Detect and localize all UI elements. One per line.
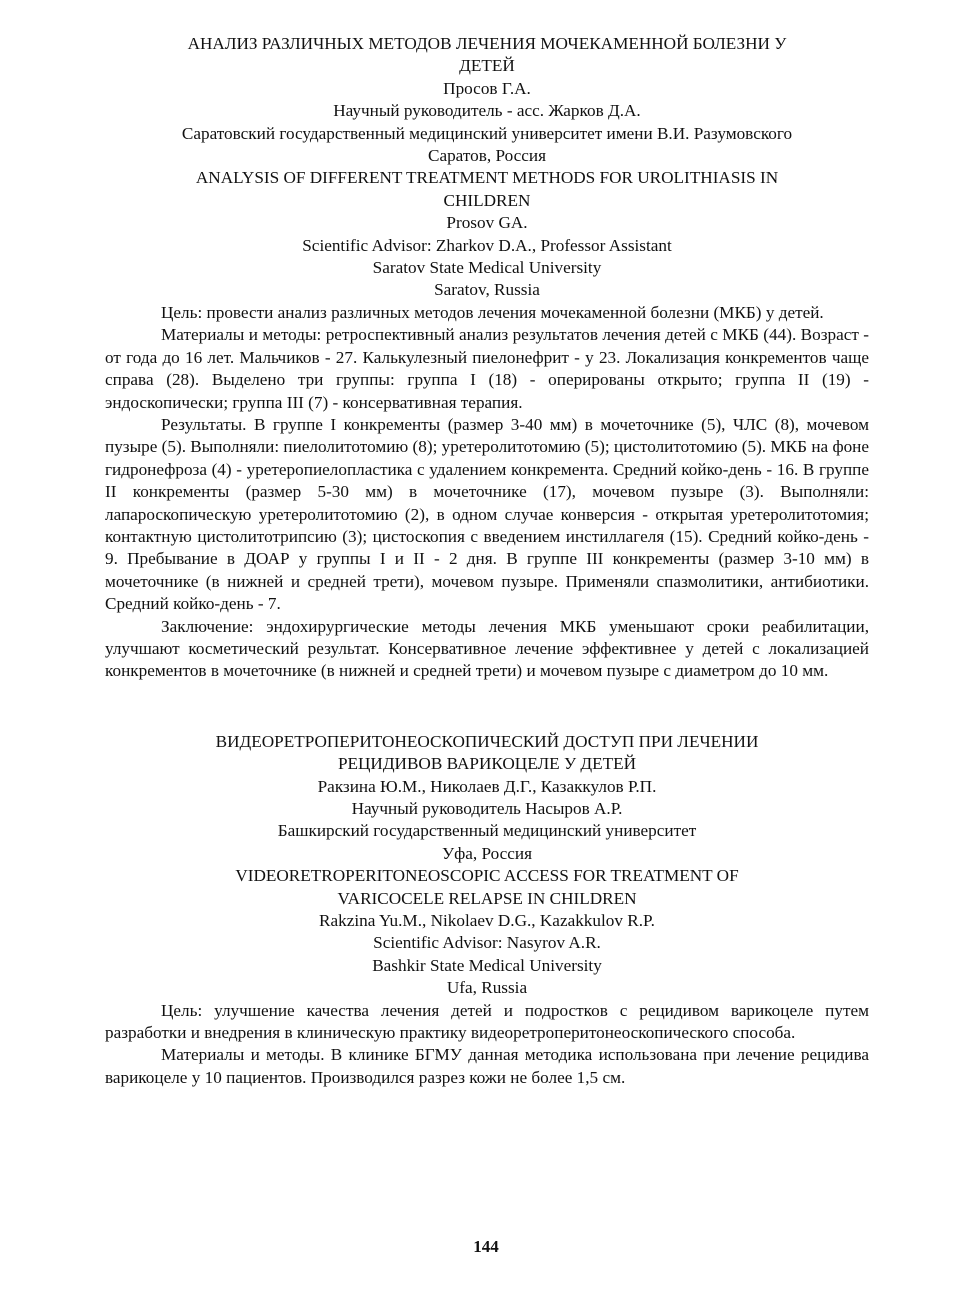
title-line: ДЕТЕЙ <box>459 56 515 76</box>
authors-en: Rakzina Yu.M., Nikolaev D.G., Kazakkulov R.P. <box>319 911 655 931</box>
city-ru: Уфа, Россия <box>441 843 533 863</box>
article-urolithiasis <box>105 33 869 683</box>
paragraph-aim: Цель: улучшение качества лечения детей и подростков с рецидивом варикоцеле путем разработки и внедрения в клиническую практику видеоретроперитонеоскопического способа. <box>105 1000 869 1043</box>
paragraph-results: Результаты. В группе I конкременты (размер 3-40 мм) в мочеточнике (5), ЧЛС (8), мочевом пузыре (5). Выполняли: пиелолитотомию (8); уретеролитотомию (5); цистолитотомию (5). МКБ на фоне гидронефроза (4) - уретеропиелопластика с удалением конкремента. Средний койко-день - 16. В группе II конкременты (размер 5-30 мм) в мочеточнике (17), мочевом пузыре (3). Выполняли: лапароскопическую уретеролитотомию (2), в одном случае конверсия - открытая уретеролитотомия; контактную цистолитотрипсию (3); цистоскопия с введением инстиллагеля (15). Средний койко-день - 9. Пребывание в ДОАР у группы I и II - 2 дня. В группе III конкременты (размер 3-10 мм) в мочеточнике (в нижней и средней трети), мочевом пузыре. Применяли спазмолитики, антибиотики. Средний койко-день - 7. <box>105 414 869 614</box>
title-line: ВИДЕОРЕТРОПЕРИТОНЕОСКОПИЧЕСКИЙ ДОСТУП ПРИ ЛЕЧЕНИИ <box>215 731 759 751</box>
title-line: VARICOCELE RELAPSE IN CHILDREN <box>337 888 637 908</box>
advisor-en: Scientific Advisor: Nasyrov A.R. <box>373 933 601 953</box>
paragraph-conclusion: Заключение: эндохирургические методы лечения МКБ уменьшают сроки реабилитации, улучшают косметический результат. Консервативное лечение эффективнее у детей с локализацией конкрементов в мочеточнике (в нижней и средней трети) и мочевом пузыре с диаметром до 10 мм. <box>105 616 869 681</box>
university-ru: Башкирский государственный медицинский университет <box>277 821 697 841</box>
author-en: Prosov GA. <box>446 213 528 233</box>
city-en: Ufa, Russia <box>446 978 528 998</box>
article-title-en <box>105 167 869 212</box>
authors-ru: Ракзина Ю.М., Николаев Д.Г., Казаккулов Р.П. <box>317 776 657 796</box>
paragraph-methods: Материалы и методы: ретроспективный анализ результатов лечения детей с МКБ (44). Возраст - от года до 16 лет. Мальчиков - 27. Калькулезный пиелонефрит - у 23. Локализация конкрементов чаще справа (28). Выделено три группы: группа I (18) - оперированы открыто; группа II (19) - эндоскопически; группа III (7) - консервативная терапия. <box>105 325 869 412</box>
advisor-ru: Научный руководитель Насыров А.Р. <box>351 799 623 818</box>
page-number: 144 <box>473 1237 499 1256</box>
advisor-en: Scientific Advisor: Zharkov D.A., Professor Assistant <box>302 235 672 255</box>
city-ru: Саратов, Россия <box>428 146 546 166</box>
title-line: ANALYSIS OF DIFFERENT TREATMENT METHODS FOR UROLITHIASIS IN <box>195 168 779 188</box>
article-title-ru <box>105 33 869 78</box>
article-title-en <box>105 865 869 910</box>
page-content <box>105 33 869 1089</box>
title-line: VIDEORETROPERITONEOSCOPIC ACCESS FOR TREATMENT OF <box>235 866 739 886</box>
title-line: CHILDREN <box>443 190 531 210</box>
article-varicocele <box>105 731 869 1090</box>
title-line: АНАЛИЗ РАЗЛИЧНЫХ МЕТОДОВ ЛЕЧЕНИЯ МОЧЕКАМЕННОЙ БОЛЕЗНИ У <box>187 34 787 53</box>
title-line: РЕЦИДИВОВ ВАРИКОЦЕЛЕ У ДЕТЕЙ <box>337 754 637 774</box>
advisor-ru: Научный руководитель - асс. Жарков Д.А. <box>333 101 641 121</box>
paragraph-aim: Цель: провести анализ различных методов лечения мочекаменной болезни (МКБ) у детей. <box>161 302 824 322</box>
city-en: Saratov, Russia <box>434 280 540 300</box>
university-en: Saratov State Medical University <box>372 258 602 278</box>
university-ru: Саратовский государственный медицинский университет имени В.И. Разумовского <box>181 123 793 143</box>
author-ru: Просов Г.А. <box>443 78 531 98</box>
university-en: Bashkir State Medical University <box>372 955 602 975</box>
article-title-ru <box>105 731 869 776</box>
paragraph-methods: Материалы и методы. В клинике БГМУ данная методика использована при лечение рецидива варикоцеле у 10 пациентов. Производился разрез кожи не более 1,5 см. <box>105 1045 869 1087</box>
